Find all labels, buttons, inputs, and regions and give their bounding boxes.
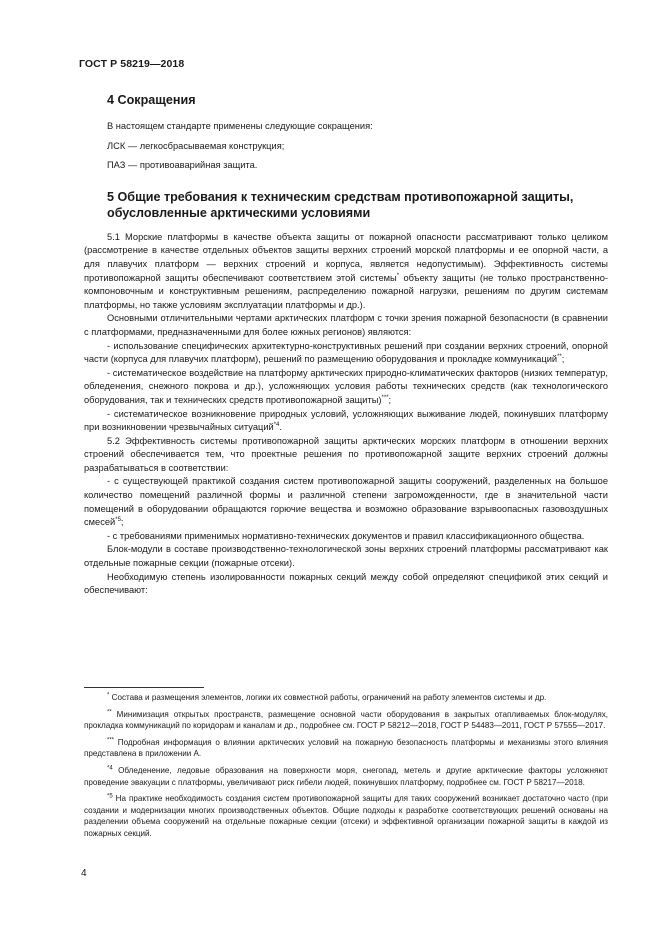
- main-content: [84, 92, 608, 598]
- footnotes: [84, 692, 608, 845]
- footnote-ref-1: *: [396, 272, 400, 279]
- footnote-1-mark: *: [107, 692, 110, 699]
- document-id-header: ГОСТ Р 58219—2018: [79, 58, 185, 70]
- footnote-3-text: Подробная информация о влиянии арктических условий на пожарную безопасность платформы и механизмы этого влияния представлена в приложении А.: [84, 737, 608, 759]
- footnote-4: [84, 765, 608, 788]
- section-4-intro: В настоящем стандарте применены следующие сокращения:: [107, 121, 373, 131]
- footnote-ref-2: **: [557, 354, 562, 361]
- footnote-2-text: Минимизация открытых пространств, размещение основной части оборудования в закрытых отапливаемых блок-модулях, прокладка коммуникаций по коридорам и каналам и др., подробнее см. ГОСТ Р 58212—2018, ГОСТ Р 54483—2011, ГОСТ Р 57555—2017.: [84, 709, 608, 731]
- paragraph-features-intro: Основными отличительными чертами арктических платформ с точки зрения пожарной безопасности (в сравнении с платформами, предназначенными для более южных регионов) являются:: [84, 313, 608, 337]
- paragraph-5-1-text-b: объекту защиты (не только пространственно-компоновочным и конструктивным решениям, распределению пожарной нагрузки, решениям по другим системам платформы, но также условиям эксплуатации платформы и др.).: [84, 272, 608, 310]
- list-item-practice: [84, 475, 608, 529]
- section-5-title: [84, 189, 608, 221]
- list-item-architecture: [84, 340, 608, 367]
- list-item-practice-end: ;: [120, 517, 124, 528]
- footnote-2-mark: **: [107, 708, 112, 715]
- footnote-5-mark: *5: [107, 793, 113, 800]
- list-item-survival: [84, 408, 608, 435]
- page-number: 4: [81, 868, 87, 879]
- paragraph-isolation: Необходимую степень изолированности пожарных секций между собой определяют спецификой этих секций и обеспечивают:: [84, 571, 608, 596]
- list-item-climate-end: ;: [388, 394, 392, 405]
- footnote-ref-4: *4: [273, 422, 280, 428]
- list-item-architecture-end: ;: [561, 354, 565, 365]
- list-item-architecture-text: - использование специфических архитектурно-конструктивных решений при создании верхних строений, опорной части (корпуса для плавучих платформ), решений по размещению оборудования и прокладке коммуникаций: [84, 340, 608, 365]
- footnote-5-text: На практике необходимость создания систем противопожарной защиты для таких сооружений возникает достаточно часто (при создании и модернизации многих производственных объектов. Общие подходы к разработке соответствующих решений основаны на разделении объема сооружений на отдельные пожарные секции (отсеки) и эффективной организации пожарной защиты в каждой из пожарных секций.: [84, 794, 608, 838]
- footnote-1: [84, 692, 608, 704]
- footnote-divider: [84, 687, 204, 688]
- footnote-4-mark: *4: [107, 765, 113, 772]
- list-item-survival-end: .: [279, 422, 282, 433]
- footnote-ref-5: *5: [115, 517, 121, 524]
- section-4-title: 4 Сокращения: [107, 93, 196, 107]
- footnote-2: [84, 709, 608, 732]
- footnote-1-text: Состава и размещения элементов, логики их совместной работы, ограничений на работу элементов системы и др.: [109, 693, 547, 702]
- list-item-climate-text: - систематическое воздействие на платформу арктических природно-климатических факторов (низких температур, обледенения, снежного покрова и др.), усложняющих условия работы технических средств (как технологического оборудования, так и технических средств противопожарной защиты): [84, 367, 608, 405]
- footnote-3-mark: ***: [107, 737, 115, 744]
- footnote-4-text: Обледенение, ледовые образования на поверхности моря, снегопад, метель и другие арктические факторы усложняют проведение эвакуации с платформы, увеличивают риск гибели людей, покинувших платформу, подробнее см. ГОСТ Р 58217—2018.: [84, 765, 608, 787]
- paragraph-5-1-text-a: 5.1 Морские платформы в качестве объекта защиты от пожарной опасности рассматривают только целиком (рассмотрение в качестве отдельных объектов защиты верхних строений морской платформы и ее опорной части, а для плавучих платформ — верхних строений и корпуса, является недопустимым). Эффективность системы противопожарной защиты обеспечивают соответствием этой системы: [84, 231, 608, 283]
- footnote-3: [84, 737, 608, 760]
- footnote-ref-3: ***: [381, 394, 389, 401]
- paragraph-block-modules: Блок-модули в составе производственно-технологической зоны верхних строений платформы рассматривают как отдельные пожарные секции (пожарные отсеки).: [84, 544, 608, 569]
- abbreviation-lsk: ЛСК — легкосбрасываемая конструкция;: [107, 140, 285, 151]
- paragraph-5-2: 5.2 Эффективность системы противопожарной защиты арктических морских платформ в отношении верхних строений обеспечивается тем, что проектные решения по противопожарной защите верхних строений должны разрабатываться в соответствии:: [84, 435, 608, 473]
- paragraph-5-1: [84, 231, 608, 313]
- footnote-5: [84, 793, 608, 839]
- list-item-climate: [84, 367, 608, 408]
- list-item-regulations: - с требованиями применимых нормативно-технических документов и правил классификационного общества.: [107, 530, 585, 541]
- section-5-title-line2: обусловленные арктическими условиями: [107, 205, 371, 220]
- list-item-practice-text: - с существующей практикой создания систем противопожарной защиты сооружений, разделенных на большое количество помещений различной формы и различной степени загроможденности, где в значительной части помещений в оборудовании обращаются горючие вещества и возможно образование взрывоопасных газовоздушных смесей: [84, 476, 608, 528]
- abbreviation-paz: ПАЗ — противоаварийная защита.: [107, 160, 258, 171]
- section-5-title-line1: 5 Общие требования к техническим средствам противопожарной защиты,: [107, 189, 574, 204]
- list-item-survival-text: - систематическое возникновение природных условий, усложняющих выживание людей, покинувших платформу при возникновении чрезвычайных ситуаций: [84, 408, 608, 433]
